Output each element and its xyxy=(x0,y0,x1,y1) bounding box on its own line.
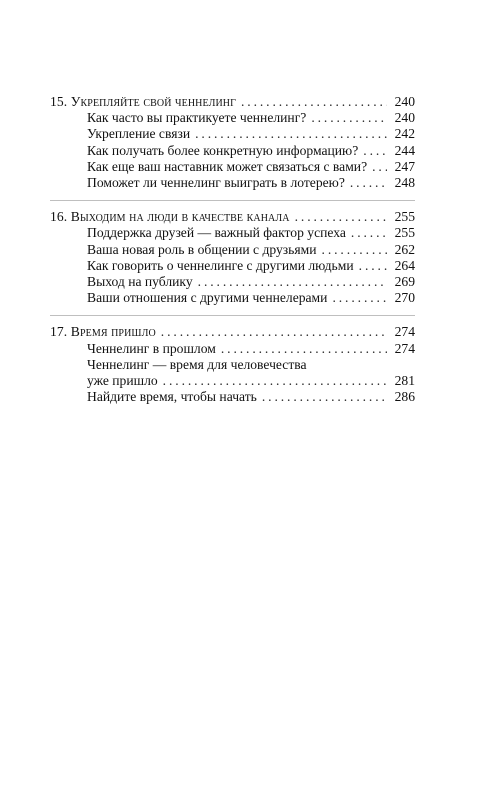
page-number: 248 xyxy=(394,175,415,191)
toc-entry[interactable] xyxy=(50,159,415,175)
page-number: 240 xyxy=(394,94,415,109)
chapter-title: 17. Время пришло xyxy=(50,324,156,340)
toc-entry[interactable] xyxy=(50,175,415,191)
page-number: 269 xyxy=(394,274,415,290)
dot-leader xyxy=(359,258,387,274)
entry-title: Как говорить о ченнелинге с другими людьми xyxy=(87,257,354,273)
dot-leader xyxy=(262,389,387,405)
page-number: 240 xyxy=(394,110,415,126)
entry-title: Найдите время, чтобы начать xyxy=(87,389,257,405)
page-number: 274 xyxy=(394,324,415,340)
dot-leader xyxy=(311,110,387,126)
chapter-heading[interactable] xyxy=(50,94,415,110)
chapter-15 xyxy=(50,94,415,191)
page-number: 281 xyxy=(394,373,415,389)
toc-entry[interactable] xyxy=(50,341,415,357)
section-divider xyxy=(50,315,415,316)
toc-entry[interactable] xyxy=(50,225,415,241)
entry-title: Ваши отношения с другими ченнелерами xyxy=(87,290,328,306)
dot-leader xyxy=(350,175,387,191)
page-number: 244 xyxy=(394,142,415,158)
toc-entry[interactable] xyxy=(50,389,415,405)
toc-entry[interactable] xyxy=(50,258,415,274)
entry-title: Как еще ваш наставник может связаться с вами? xyxy=(87,158,368,174)
page-number: 262 xyxy=(394,241,415,257)
chapter-title: 16. Выходим на люди в качестве канала xyxy=(50,209,290,225)
page-number: 247 xyxy=(394,158,415,174)
entry-title: Как часто вы практикуете ченнелинг? xyxy=(87,110,307,126)
chapter-heading[interactable] xyxy=(50,209,415,225)
chapter-title: 15. Укрепляйте свой ченнелинг xyxy=(50,94,236,109)
toc-entry[interactable] xyxy=(50,110,415,126)
dot-leader xyxy=(198,274,387,290)
dot-leader xyxy=(241,94,387,110)
dot-leader xyxy=(163,373,387,389)
dot-leader xyxy=(161,324,387,340)
entry-title: Выход на публику xyxy=(87,274,193,290)
entry-title: Как получать более конкретную информацию? xyxy=(87,142,359,158)
entry-second-line xyxy=(50,373,415,389)
page-number: 270 xyxy=(394,290,415,306)
table-of-contents xyxy=(50,94,415,414)
dot-leader xyxy=(295,209,387,225)
dot-leader xyxy=(332,290,387,306)
toc-entry[interactable] xyxy=(50,126,415,142)
section-divider xyxy=(50,200,415,201)
entry-title: Поддержка друзей — важный фактор успеха xyxy=(87,225,346,241)
dot-leader xyxy=(322,242,387,258)
dot-leader xyxy=(372,159,387,175)
chapter-16 xyxy=(50,209,415,306)
toc-entry[interactable] xyxy=(50,242,415,258)
toc-entry[interactable] xyxy=(50,274,415,290)
chapter-heading[interactable] xyxy=(50,324,415,340)
dot-leader xyxy=(221,341,387,357)
dot-leader xyxy=(195,126,387,142)
entry-title: Укрепление связи xyxy=(87,126,191,142)
page-number: 274 xyxy=(394,340,415,356)
toc-entry[interactable] xyxy=(50,143,415,159)
page-number: 255 xyxy=(394,209,415,225)
entry-title: Ваша новая роль в общении с друзьями xyxy=(87,241,317,257)
entry-title-line-1: Ченнелинг — время для человечества xyxy=(87,356,307,372)
page-number: 264 xyxy=(394,257,415,273)
toc-entry[interactable] xyxy=(50,290,415,306)
entry-title-line-2: уже пришло xyxy=(87,373,158,389)
entry-title: Поможет ли ченнелинг выиграть в лотерею? xyxy=(87,175,345,191)
toc-entry-multiline[interactable] xyxy=(50,357,415,389)
page-number: 255 xyxy=(394,225,415,241)
dot-leader xyxy=(351,225,387,241)
chapter-17 xyxy=(50,324,415,405)
entry-title: Ченнелинг в прошлом xyxy=(87,340,216,356)
page-number: 242 xyxy=(394,126,415,142)
page-number: 286 xyxy=(394,389,415,405)
dot-leader xyxy=(363,143,387,159)
